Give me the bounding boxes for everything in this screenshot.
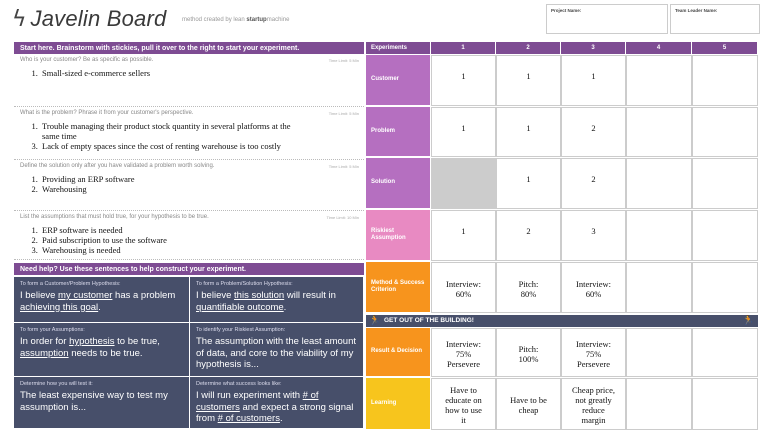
grid-cell[interactable] [496, 210, 561, 261]
row-label: Learning [366, 378, 430, 429]
byline: method created by lean startupmachine [182, 17, 290, 23]
grid-cell[interactable] [431, 210, 496, 261]
hypothesis-card [14, 277, 189, 322]
grid-cell[interactable] [496, 262, 561, 313]
time-limit: Time Limit: 10 Min [326, 215, 359, 220]
column-header: 4 [626, 42, 691, 54]
column-header: 5 [692, 42, 757, 54]
row-label: Customer [366, 55, 430, 105]
column-header: 3 [561, 42, 625, 54]
row-label: Riskiest Assumption [366, 210, 430, 260]
answer-item: 3. Warehousing is needed [40, 245, 167, 255]
get-out-banner [366, 315, 758, 327]
grid-cell[interactable] [561, 328, 626, 377]
team-leader-field[interactable] [670, 4, 760, 34]
answer-item: same time [42, 131, 77, 141]
app-title: Javelin Board [30, 6, 167, 31]
cell-text: 1 [461, 226, 466, 236]
answer-list [26, 225, 167, 255]
grid-cell[interactable] [561, 158, 626, 209]
logo [12, 6, 166, 32]
grid-cell[interactable] [431, 107, 496, 157]
hypothesis-sentence: In order for hypothesis to be true, assumption needs to be true. [20, 336, 160, 359]
grid-cell[interactable] [692, 210, 758, 261]
row-label: Result & Decision [366, 328, 430, 376]
row-label: Solution [366, 158, 430, 208]
grid-cell[interactable] [561, 55, 626, 106]
time-limit: Time Limit: 5 Min [328, 58, 359, 63]
question-box[interactable] [14, 54, 364, 107]
grid-cell[interactable] [626, 55, 692, 106]
hypothesis-title: Determine how you will test it: [20, 381, 93, 387]
time-limit: Time Limit: 5 Min [328, 111, 359, 116]
cell-text: Pitch: 100% [518, 343, 539, 364]
grid-cell[interactable] [692, 262, 758, 313]
grid-cell[interactable] [496, 55, 561, 106]
answer-item: 2. Warehousing [40, 184, 134, 194]
grid-cell[interactable] [692, 328, 758, 377]
cell-text: Interview: 60% [446, 278, 481, 299]
hypothesis-sentence: The assumption with the least amount of data, and core to the viability of my hypothesis is... [196, 336, 357, 370]
hypothesis-card [190, 323, 363, 376]
cell-text: Pitch: 80% [518, 278, 539, 299]
experiments-header: Experiments [366, 42, 430, 54]
cell-text: Interview: 75% Persevere [446, 338, 481, 369]
hypothesis-card [190, 377, 363, 428]
question-label: Who is your customer? Be as specific as possible. [20, 57, 154, 63]
answer-list [26, 174, 134, 194]
header [0, 0, 768, 38]
help-bar: Need help? Use these sentences to help construct your experiment. [14, 263, 364, 275]
cell-text: 1 [526, 123, 531, 133]
answer-item: 1. Trouble managing their product stock quantity in several platforms at the [40, 121, 291, 131]
grid-cell[interactable] [496, 107, 561, 157]
grid-cell[interactable] [626, 107, 692, 157]
answer-item: 2. Paid subscription to use the software [40, 235, 167, 245]
cell-text: Interview: 75% Persevere [576, 338, 611, 369]
column-header: 2 [496, 42, 560, 54]
hypothesis-sentence: I believe my customer has a problem achieving this goal. [20, 290, 176, 313]
grid-cell[interactable] [496, 378, 561, 430]
hypothesis-card [14, 323, 189, 376]
grid-cell[interactable] [626, 262, 692, 313]
hypothesis-title: To identify your Riskiest Assumption: [196, 327, 286, 333]
cell-text: Have to educate on how to use it [445, 385, 482, 425]
cell-text: 1 [591, 71, 596, 81]
cell-text: 3 [591, 226, 596, 236]
cell-text: 2 [526, 226, 531, 236]
answer-list [26, 68, 150, 78]
grid-cell[interactable] [692, 378, 758, 430]
cell-text: 1 [526, 174, 531, 184]
question-box[interactable] [14, 211, 364, 260]
grid-cell[interactable] [626, 158, 692, 209]
intro-bar: Start here. Brainstorm with stickies, pull it over to the right to start your experiment. [14, 42, 364, 54]
cell-text: Interview: 60% [576, 278, 611, 299]
answer-item: 1. Providing an ERP software [40, 174, 134, 184]
hypothesis-card [190, 277, 363, 322]
grid-cell[interactable] [431, 158, 496, 209]
hypothesis-title: To form a Customer/Problem Hypothesis: [20, 281, 121, 287]
question-label: What is the problem? Phrase it from your customer's perspective. [20, 110, 194, 116]
grid-cell[interactable] [692, 158, 758, 209]
question-box[interactable] [14, 160, 364, 211]
answer-item: 1. Small-sized e-commerce sellers [40, 68, 150, 78]
get-out-text: GET OUT OF THE BUILDING! [384, 317, 474, 324]
time-limit: Time Limit: 5 Min [328, 164, 359, 169]
hypothesis-title: To form your Assumptions: [20, 327, 85, 333]
cell-text: Have to be cheap [510, 395, 547, 415]
grid-cell[interactable] [561, 262, 626, 313]
question-label: List the assumptions that must hold true, for your hypothesis to be true. [20, 214, 209, 220]
runner-icon: 🏃 [369, 316, 381, 326]
cell-text: 1 [461, 123, 466, 133]
grid-cell[interactable] [431, 328, 496, 377]
grid-cell[interactable] [496, 158, 561, 209]
grid-cell[interactable] [561, 378, 626, 430]
answer-item: 1. ERP software is needed [40, 225, 167, 235]
grid-cell[interactable] [626, 378, 692, 430]
grid-cell[interactable] [496, 328, 561, 377]
grid-cell[interactable] [431, 55, 496, 106]
grid-cell[interactable] [692, 55, 758, 106]
grid-cell[interactable] [692, 107, 758, 157]
cell-text: 2 [591, 123, 596, 133]
cell-text: Cheap price, not greatly reduce margin [572, 385, 615, 425]
hypothesis-sentence: I will run experiment with # of customers and expect a strong signal from # of customers. [196, 390, 354, 424]
project-name-field[interactable] [546, 4, 668, 34]
grid-cell[interactable] [431, 378, 496, 430]
hypothesis-sentence: The least expensive way to test my assumption is... [20, 390, 168, 413]
grid-cell[interactable] [561, 210, 626, 261]
hypothesis-sentence: I believe this solution will result in quantifiable outcome. [196, 290, 336, 313]
row-label: Problem [366, 107, 430, 156]
runner-icon: 🏃 [742, 316, 754, 326]
answer-list [26, 121, 291, 151]
answer-item: 3. Lack of empty spaces since the cost of renting warehouse is too costly [40, 141, 291, 151]
project-name-label: Project Name: [551, 8, 582, 13]
column-header: 1 [431, 42, 495, 54]
cell-text: 1 [461, 71, 466, 81]
cell-text: 1 [526, 71, 531, 81]
row-label: Method & Success Criterion [366, 262, 430, 312]
grid-cell[interactable] [626, 210, 692, 261]
question-box[interactable] [14, 107, 364, 160]
hypothesis-title: To form a Problem/Solution Hypothesis: [196, 281, 293, 287]
question-label: Define the solution only after you have validated a problem worth solving. [20, 163, 215, 169]
hypothesis-title: Determine what success looks like: [196, 381, 282, 387]
team-leader-label: Team Leader Name: [675, 8, 718, 13]
cell-text: 2 [591, 174, 596, 184]
hypothesis-card [14, 377, 189, 428]
grid-cell[interactable] [431, 262, 496, 313]
grid-cell[interactable] [561, 107, 626, 157]
grid-cell[interactable] [626, 328, 692, 377]
lightning-icon: ϟ [12, 6, 27, 32]
